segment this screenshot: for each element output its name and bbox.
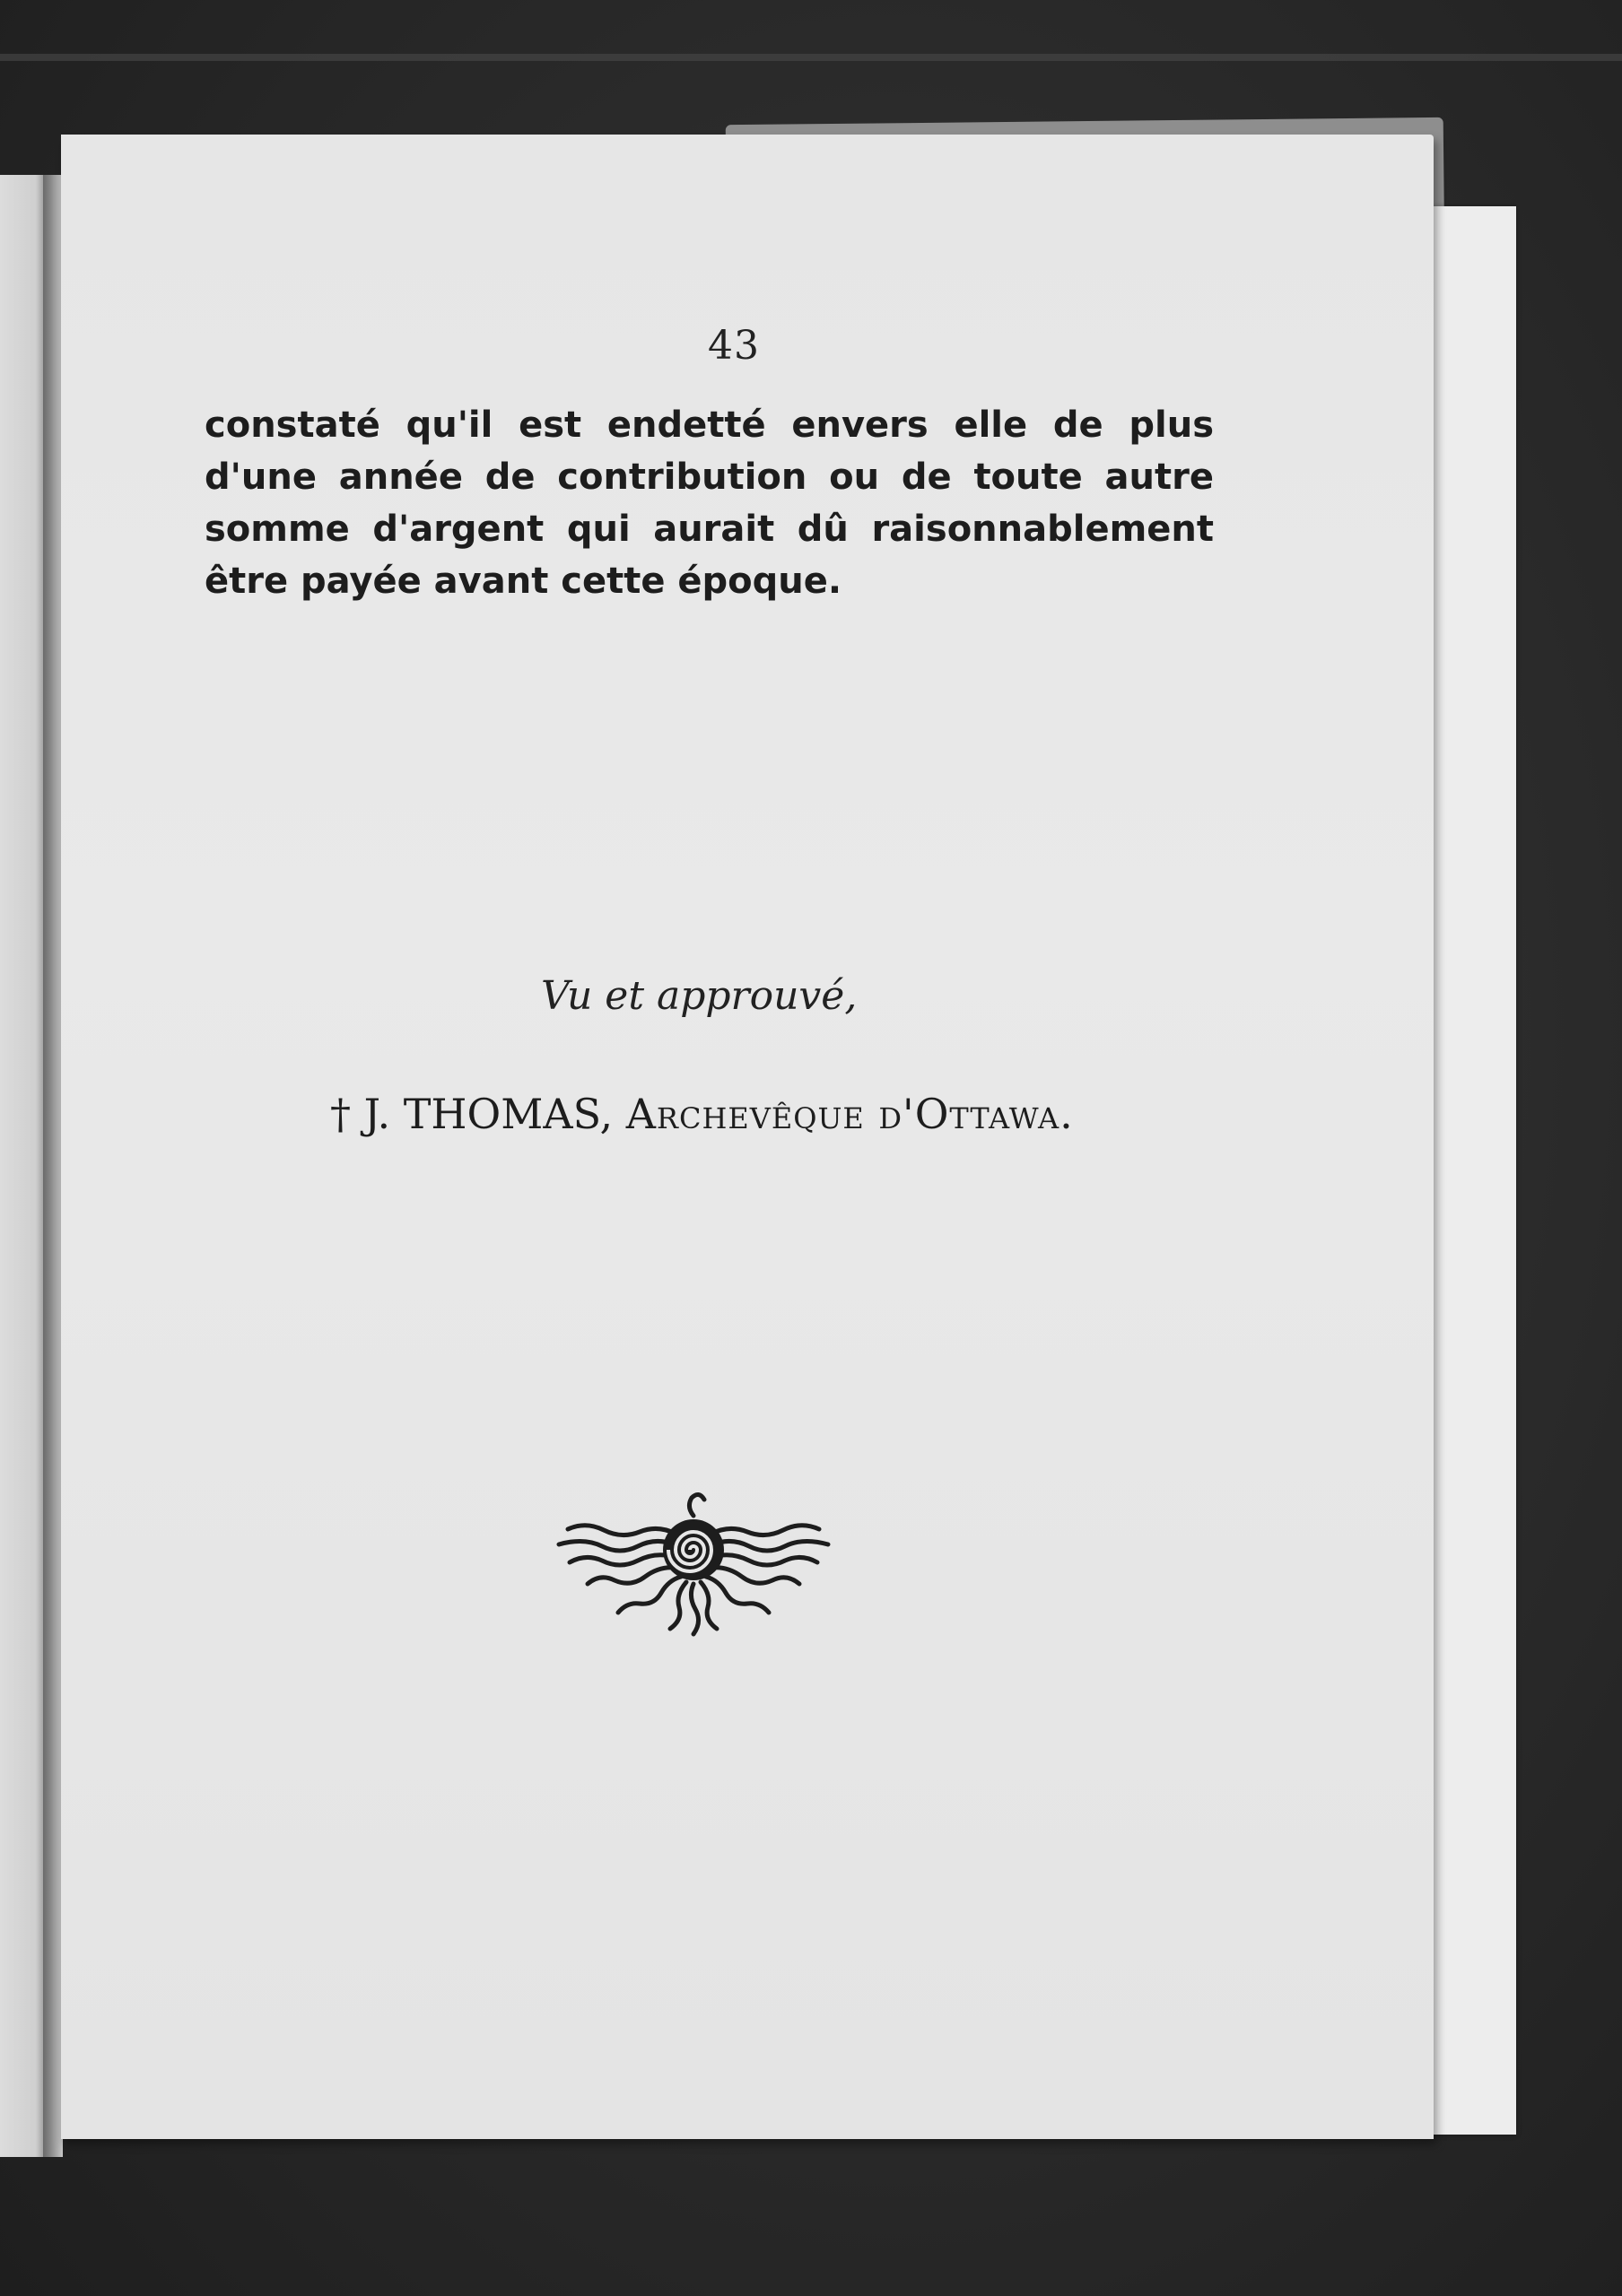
- book-spine: [43, 175, 63, 2157]
- cross-mark: †: [330, 1090, 351, 1138]
- page-number: 43: [708, 323, 760, 369]
- signatory-title: Archevêque d'Ottawa.: [625, 1090, 1074, 1138]
- left-page-edge: [0, 175, 45, 2157]
- body-line: somme d'argent qui aurait dû raisonnablement: [205, 509, 1214, 550]
- signature-line: [330, 1090, 1074, 1138]
- body-line: être payée avant cette époque.: [205, 561, 842, 602]
- body-line: d'une année de contribution ou de toute autre: [205, 457, 1214, 498]
- spiral-sun-ornament-icon: [550, 1480, 837, 1641]
- body-line: constaté qu'il est endetté envers elle de plus: [205, 404, 1214, 446]
- signatory-name: J. THOMAS,: [363, 1090, 614, 1138]
- approval-line: Vu et approuvé,: [541, 973, 858, 1019]
- book-page: [61, 135, 1434, 2139]
- body-paragraph: [205, 399, 1214, 607]
- film-edge: [0, 54, 1622, 61]
